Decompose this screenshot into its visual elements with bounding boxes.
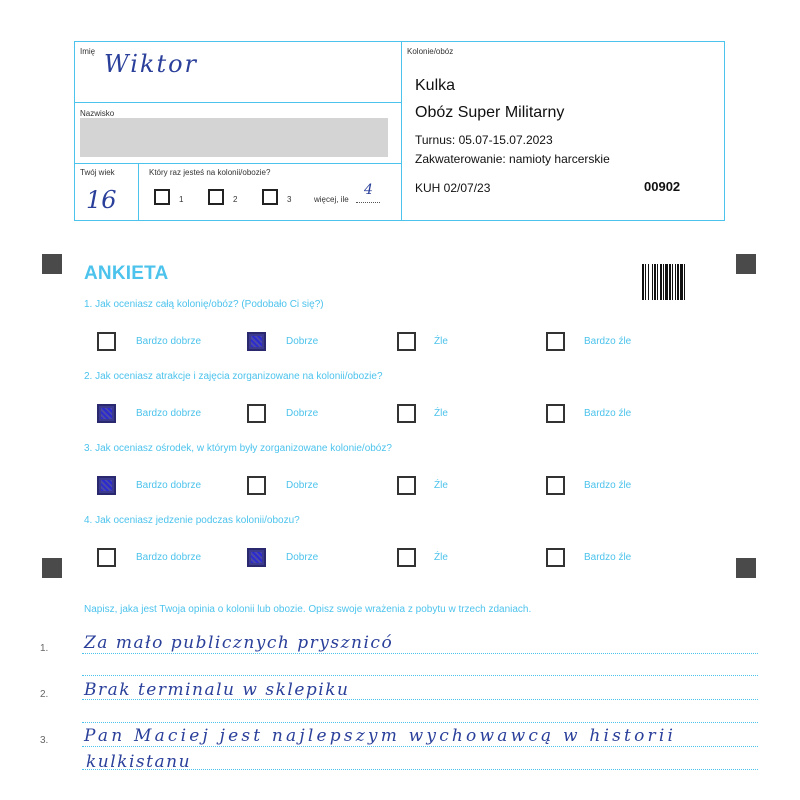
barcode-bar xyxy=(677,264,679,300)
answer-line xyxy=(82,746,758,747)
opinion-instruction: Napisz, jaka jest Twoja opinia o kolonii lub obozie. Opisz swoje wrażenia z pobytu w trzech zdaniach. xyxy=(84,604,532,615)
camp-label: Kolonie/obóz xyxy=(407,47,454,56)
question-3-option-3-label: Źle xyxy=(434,480,448,491)
question-3-text: 3. Jak oceniasz ośrodek, w którym były zorganizowane kolonie/obóz? xyxy=(84,443,392,454)
question-2-option-2-label: Dobrze xyxy=(286,408,319,419)
question-2-option-2-checkbox[interactable] xyxy=(247,404,266,423)
surname-label: Nazwisko xyxy=(80,109,115,118)
line-number-1: 1. xyxy=(40,643,49,654)
barcode-bar xyxy=(645,264,646,300)
question-1-option-3-checkbox[interactable] xyxy=(397,332,416,351)
times-more-label: więcej, ile xyxy=(314,195,349,204)
barcode-bar xyxy=(680,264,683,300)
question-1-option-4-checkbox[interactable] xyxy=(546,332,565,351)
barcode-bar xyxy=(663,264,664,300)
surname-redacted-field[interactable] xyxy=(80,118,388,157)
camp-line2: Obóz Super Militarny xyxy=(415,104,565,121)
answer-3-text[interactable]: Pan Maciej jest najlepszym wychowawcą w historii xyxy=(84,726,677,746)
header-divider-name xyxy=(75,102,401,103)
answer-3-continuation[interactable]: kulkistanu xyxy=(86,752,192,772)
question-4-option-1-label: Bardzo dobrze xyxy=(136,552,202,563)
camp-code: KUH 02/07/23 xyxy=(415,181,491,195)
question-4-text: 4. Jak oceniasz jedzenie podczas kolonii/obozu? xyxy=(84,515,300,526)
barcode-bar xyxy=(654,264,656,300)
answer-line xyxy=(82,722,758,723)
question-4-option-3-checkbox[interactable] xyxy=(397,548,416,567)
times-more-value[interactable]: 4 xyxy=(364,182,373,198)
line-number-3: 3. xyxy=(40,735,49,746)
question-1-option-3-label: Źle xyxy=(434,336,448,347)
barcode-bar xyxy=(657,264,658,300)
age-value[interactable]: 16 xyxy=(86,186,117,214)
barcode-bar xyxy=(665,264,668,300)
barcode-bar xyxy=(672,264,673,300)
question-1-option-2-label: Dobrze xyxy=(286,336,319,347)
question-3-option-2-checkbox[interactable] xyxy=(247,476,266,495)
barcode-bar xyxy=(652,264,653,300)
answer-2-text[interactable]: Brak terminalu w sklepiku xyxy=(84,680,350,700)
barcode-bar xyxy=(684,264,685,300)
answer-line xyxy=(82,675,758,676)
camp-line1: Kulka xyxy=(415,77,456,94)
question-3-option-4-checkbox[interactable] xyxy=(546,476,565,495)
barcode-bar xyxy=(669,264,671,300)
question-3-option-1-checkbox[interactable] xyxy=(97,476,116,495)
barcode-bar xyxy=(648,264,649,300)
question-4-option-2-label: Dobrze xyxy=(286,552,319,563)
times-label: Który raz jesteś na kolonii/obozie? xyxy=(149,168,271,177)
barcode xyxy=(642,264,701,300)
barcode-bar xyxy=(660,264,662,300)
question-3-option-2-label: Dobrze xyxy=(286,480,319,491)
question-3-option-3-checkbox[interactable] xyxy=(397,476,416,495)
question-2-option-1-checkbox[interactable] xyxy=(97,404,116,423)
registration-mark xyxy=(736,558,756,578)
question-4-option-4-checkbox[interactable] xyxy=(546,548,565,567)
question-1-option-1-label: Bardzo dobrze xyxy=(136,336,202,347)
question-2-text: 2. Jak oceniasz atrakcje i zajęcia zorganizowane na kolonii/obozie? xyxy=(84,371,383,382)
header-divider-vertical xyxy=(401,42,402,221)
question-1-option-4-label: Bardzo źle xyxy=(584,336,632,347)
barcode-bar xyxy=(642,264,644,300)
answer-line xyxy=(82,653,758,654)
question-4-option-1-checkbox[interactable] xyxy=(97,548,116,567)
question-2-option-3-checkbox[interactable] xyxy=(397,404,416,423)
registration-mark xyxy=(42,254,62,274)
survey-title: ANKIETA xyxy=(84,263,169,284)
question-1-option-1-checkbox[interactable] xyxy=(97,332,116,351)
times-more-line xyxy=(356,202,380,203)
answer-1-text[interactable]: Za mało publicznych prysznicó xyxy=(84,633,394,653)
question-1-text: 1. Jak oceniasz całą kolonię/obóz? (Podobało Ci się?) xyxy=(84,299,324,310)
times-option-1-checkbox[interactable] xyxy=(154,189,170,205)
question-4-option-3-label: Źle xyxy=(434,552,448,563)
times-option-2-checkbox[interactable] xyxy=(208,189,224,205)
form-number: 00902 xyxy=(644,179,681,194)
question-3-option-4-label: Bardzo źle xyxy=(584,480,632,491)
registration-mark xyxy=(42,558,62,578)
barcode-bar xyxy=(675,264,676,300)
question-2-option-3-label: Źle xyxy=(434,408,448,419)
question-4-option-4-label: Bardzo źle xyxy=(584,552,632,563)
times-option-3-label: 3 xyxy=(287,195,292,204)
times-option-1-label: 1 xyxy=(179,195,184,204)
registration-mark xyxy=(736,254,756,274)
line-number-2: 2. xyxy=(40,689,49,700)
question-1-option-2-checkbox[interactable] xyxy=(247,332,266,351)
times-option-2-label: 2 xyxy=(233,195,238,204)
header-divider-age xyxy=(138,163,139,221)
question-2-option-1-label: Bardzo dobrze xyxy=(136,408,202,419)
times-option-3-checkbox[interactable] xyxy=(262,189,278,205)
turnus-text: Turnus: 05.07-15.07.2023 xyxy=(415,133,553,147)
question-3-option-1-label: Bardzo dobrze xyxy=(136,480,202,491)
question-4-option-2-checkbox[interactable] xyxy=(247,548,266,567)
accommodation-text: Zakwaterowanie: namioty harcerskie xyxy=(415,152,610,166)
age-label: Twój wiek xyxy=(80,168,115,177)
question-2-option-4-checkbox[interactable] xyxy=(546,404,565,423)
question-2-option-4-label: Bardzo źle xyxy=(584,408,632,419)
name-label: Imię xyxy=(80,47,96,56)
name-value[interactable]: Wiktor xyxy=(104,50,199,78)
header-divider-surname xyxy=(75,163,401,164)
